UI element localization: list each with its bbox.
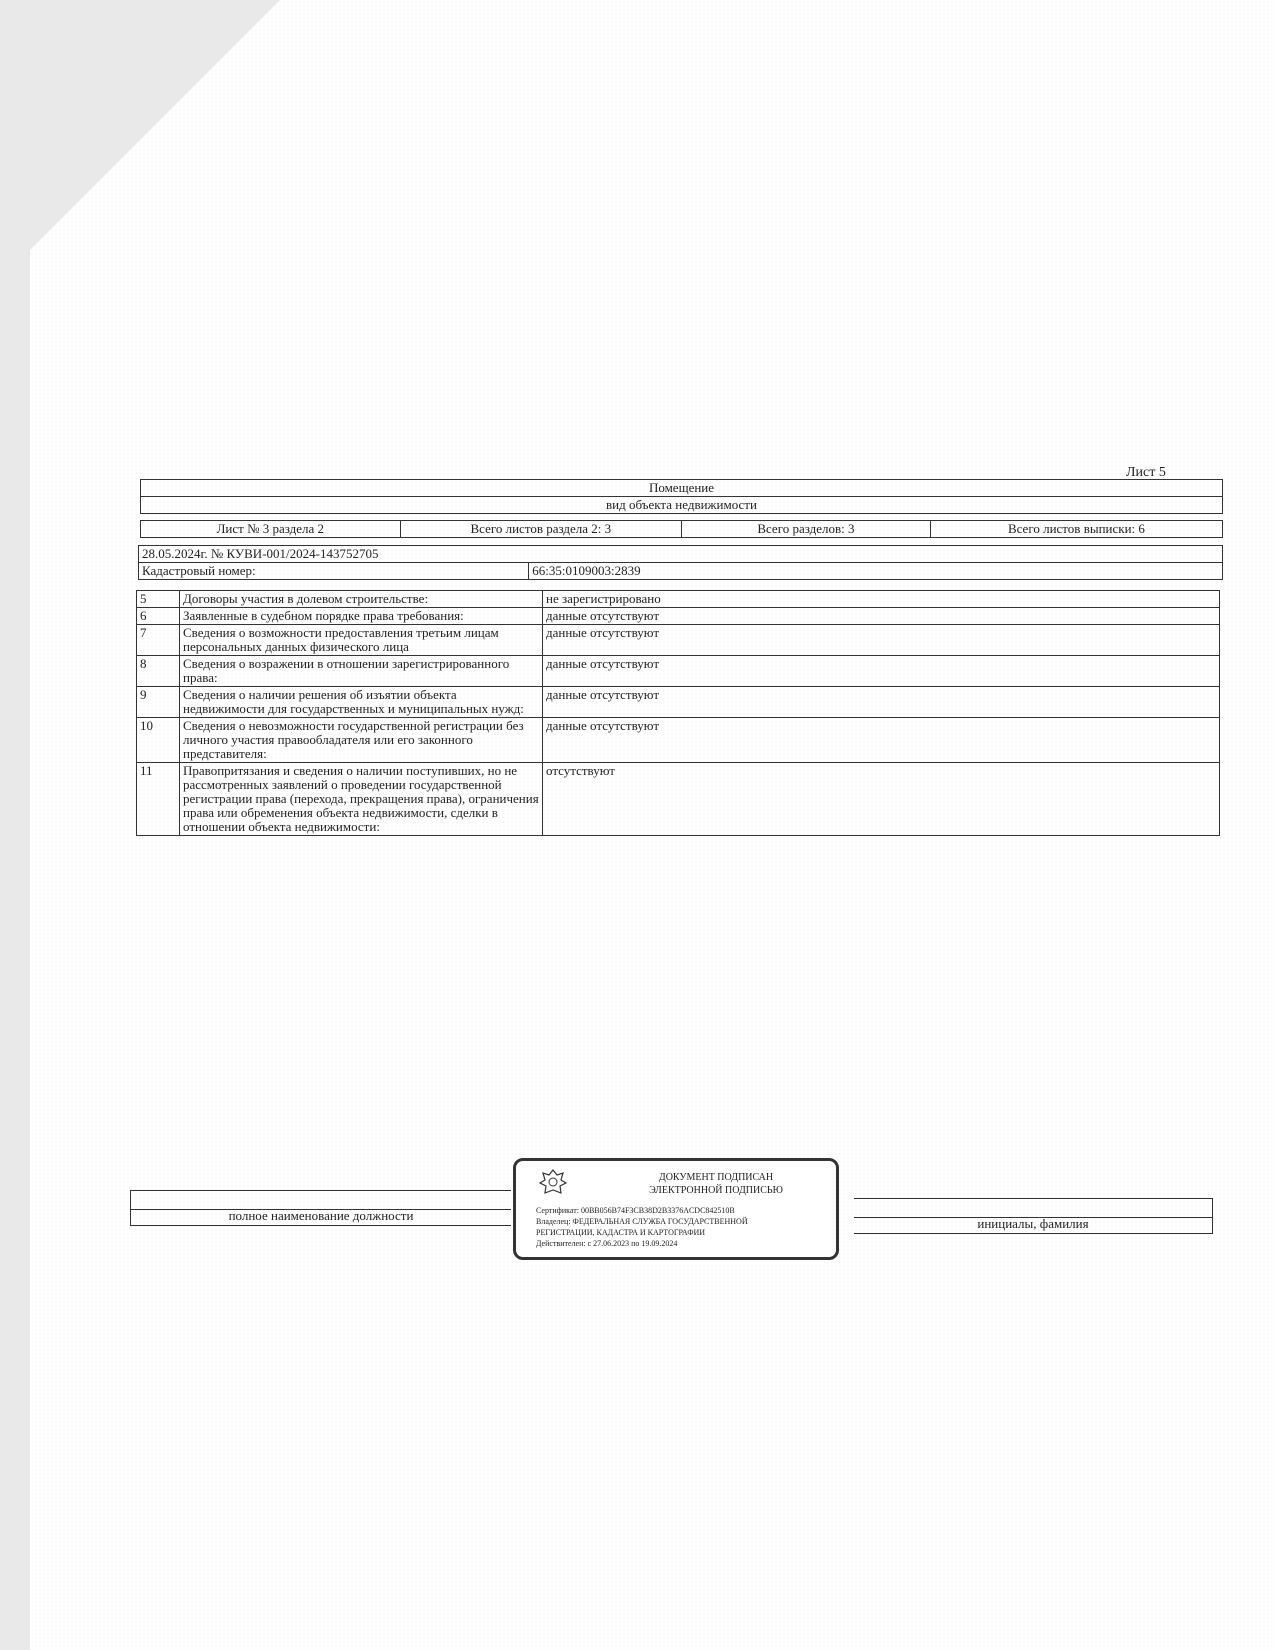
total-sections: Всего разделов: 3 [681, 521, 930, 538]
total-extract-sheets: Всего листов выписки: 6 [930, 521, 1222, 538]
table-row [137, 608, 1220, 625]
row-number: 8 [137, 656, 180, 687]
position-signature-line [130, 1190, 511, 1226]
stamp-title-line2: ЭЛЕКТРОННОЙ ПОДПИСЬЮ [649, 1185, 783, 1196]
row-number: 9 [137, 687, 180, 718]
row-number: 11 [137, 763, 180, 836]
row-number: 5 [137, 591, 180, 608]
row-value: данные отсутствуют [543, 608, 1220, 625]
extract-date-number: 28.05.2024г. № КУВИ-001/2024-143752705 [139, 546, 1223, 563]
table-row [137, 687, 1220, 718]
row-value: не зарегистрировано [543, 591, 1220, 608]
row-label: Сведения о возможности предоставления третьим лицам персональных данных физического лица [180, 625, 543, 656]
folded-corner [30, 0, 280, 250]
electronic-signature-stamp [513, 1158, 839, 1260]
cadastral-label: Кадастровый номер: [139, 563, 529, 580]
row-number: 10 [137, 718, 180, 763]
row-number: 6 [137, 608, 180, 625]
sheet-info-table [140, 520, 1223, 538]
document-page [30, 0, 1274, 1650]
object-type: Помещение [141, 480, 1223, 497]
object-type-table [140, 479, 1223, 514]
stamp-owner-continued: РЕГИСТРАЦИИ, КАДАСТРА И КАРТОГРАФИИ [536, 1228, 706, 1237]
row-label: Сведения о возражении в отношении зарегистрированного права: [180, 656, 543, 687]
row-label: Правопритязания и сведения о наличии поступивших, но не рассмотренных заявлений о проведении государственной регистрации права (перехода, прекращения права), ограничения права или обременения объекта недвижимости, сделки в отношении объекта недвижимости: [180, 763, 543, 836]
row-label: Заявленные в судебном порядке права требования: [180, 608, 543, 625]
total-section-sheets: Всего листов раздела 2: 3 [400, 521, 681, 538]
extract-info-table [138, 545, 1223, 580]
sheet-of-section: Лист № 3 раздела 2 [141, 521, 401, 538]
row-label: Сведения о невозможности государственной регистрации без личного участия правообладателя или его законного представителя: [180, 718, 543, 763]
row-label: Договоры участия в долевом строительстве: [180, 591, 543, 608]
table-row [137, 591, 1220, 608]
table-row [137, 625, 1220, 656]
table-row [137, 763, 1220, 836]
row-label: Сведения о наличии решения об изъятии объекта недвижимости для государственных и муниципальных нужд: [180, 687, 543, 718]
table-row [137, 718, 1220, 763]
row-value: данные отсутствуют [543, 718, 1220, 763]
row-value: данные отсутствуют [543, 687, 1220, 718]
stamp-owner: Владелец: ФЕДЕРАЛЬНАЯ СЛУЖБА ГОСУДАРСТВЕННОЙ [536, 1217, 748, 1226]
stamp-title-line1: ДОКУМЕНТ ПОДПИСАН [658, 1172, 774, 1183]
coat-of-arms-icon [536, 1167, 570, 1197]
table-row [137, 656, 1220, 687]
position-caption: полное наименование должности [228, 1208, 414, 1223]
stamp-certificate: Сертификат: 00BB056B74F3CB38D2B3376ACDC842510B [536, 1206, 735, 1215]
row-number: 7 [137, 625, 180, 656]
row-value: данные отсутствуют [543, 656, 1220, 687]
stamp-validity: Действителен: с 27.06.2023 по 19.09.2024 [536, 1239, 678, 1248]
object-type-caption: вид объекта недвижимости [141, 497, 1223, 514]
name-signature-line [854, 1198, 1213, 1234]
row-value: данные отсутствуют [543, 625, 1220, 656]
cadastral-value: 66:35:0109003:2839 [529, 563, 1223, 580]
row-value: отсутствуют [543, 763, 1220, 836]
details-table [136, 590, 1220, 836]
sheet-label: Лист 5 [1126, 465, 1166, 480]
name-caption: инициалы, фамилия [977, 1216, 1089, 1231]
